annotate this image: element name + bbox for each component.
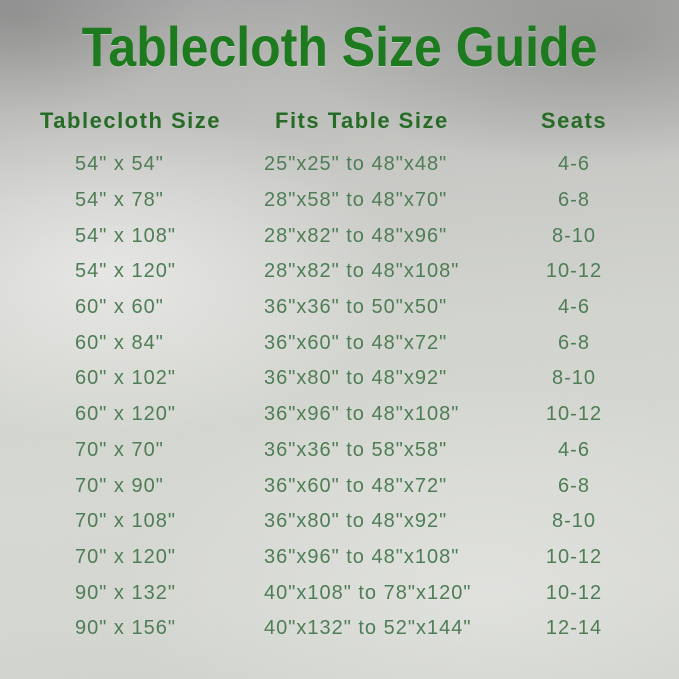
table-row — [0, 504, 679, 540]
cell-tablecloth-size: 60" x 102" — [75, 367, 176, 390]
cell-seats: 6-8 — [558, 331, 590, 354]
cell-fits-table-size: 28"x82" to 48"x96" — [264, 224, 448, 247]
cell-tablecloth-size: 70" x 108" — [75, 510, 176, 533]
cell-seats: 4-6 — [558, 153, 590, 176]
cell-tablecloth-size: 60" x 120" — [75, 403, 176, 426]
cell-fits-table-size: 36"x60" to 48"x72" — [264, 331, 448, 354]
table-row — [0, 611, 679, 647]
cell-tablecloth-size: 60" x 60" — [75, 296, 164, 319]
cell-tablecloth-size: 54" x 78" — [75, 189, 164, 212]
size-table-body — [0, 147, 679, 647]
cell-fits-table-size: 25"x25" to 48"x48" — [264, 153, 448, 176]
cell-fits-table-size: 28"x82" to 48"x108" — [264, 260, 460, 283]
cell-fits-table-size: 40"x132" to 52"x144" — [264, 617, 472, 640]
column-header-fits-table-size: Fits Table Size — [275, 108, 449, 133]
cell-tablecloth-size: 70" x 70" — [75, 438, 164, 461]
cell-fits-table-size: 36"x36" to 58"x58" — [264, 438, 448, 461]
column-header-tablecloth-size: Tablecloth Size — [40, 108, 222, 133]
cell-fits-table-size: 40"x108" to 78"x120" — [264, 581, 472, 604]
table-row — [0, 361, 679, 397]
column-header-seats: Seats — [540, 108, 608, 133]
table-row — [0, 218, 679, 254]
cell-fits-table-size: 36"x60" to 48"x72" — [264, 474, 448, 497]
cell-seats: 6-8 — [558, 189, 590, 212]
cell-fits-table-size: 36"x80" to 48"x92" — [264, 510, 448, 533]
cell-seats: 10-12 — [545, 581, 603, 604]
cell-tablecloth-size: 90" x 156" — [75, 617, 176, 640]
cell-fits-table-size: 36"x96" to 48"x108" — [264, 403, 460, 426]
cell-tablecloth-size: 54" x 54" — [75, 153, 164, 176]
table-row — [0, 183, 679, 219]
cell-seats: 10-12 — [545, 545, 603, 568]
table-row — [0, 254, 679, 290]
cell-seats: 6-8 — [558, 474, 590, 497]
table-row — [0, 468, 679, 504]
cell-tablecloth-size: 90" x 132" — [75, 581, 176, 604]
cell-tablecloth-size: 54" x 108" — [75, 224, 176, 247]
table-row — [0, 540, 679, 576]
cell-fits-table-size: 28"x58" to 48"x70" — [264, 189, 448, 212]
table-row — [0, 397, 679, 433]
table-row — [0, 290, 679, 326]
table-header-row — [0, 108, 679, 134]
cell-fits-table-size: 36"x80" to 48"x92" — [264, 367, 448, 390]
cell-seats: 12-14 — [545, 617, 603, 640]
table-row — [0, 325, 679, 361]
cell-seats: 4-6 — [558, 438, 590, 461]
cell-seats: 8-10 — [551, 224, 597, 247]
cell-seats: 8-10 — [551, 367, 597, 390]
cell-seats: 4-6 — [558, 296, 590, 319]
cell-fits-table-size: 36"x96" to 48"x108" — [264, 545, 460, 568]
cell-tablecloth-size: 60" x 84" — [75, 331, 164, 354]
table-row — [0, 147, 679, 183]
cell-fits-table-size: 36"x36" to 50"x50" — [264, 296, 448, 319]
table-row — [0, 575, 679, 611]
cell-seats: 10-12 — [545, 403, 603, 426]
cell-tablecloth-size: 70" x 90" — [75, 474, 164, 497]
page-title: Tablecloth Size Guide — [81, 15, 598, 79]
cell-seats: 10-12 — [545, 260, 603, 283]
cell-tablecloth-size: 70" x 120" — [75, 545, 176, 568]
table-row — [0, 433, 679, 469]
cell-seats: 8-10 — [551, 510, 597, 533]
cell-tablecloth-size: 54" x 120" — [75, 260, 176, 283]
